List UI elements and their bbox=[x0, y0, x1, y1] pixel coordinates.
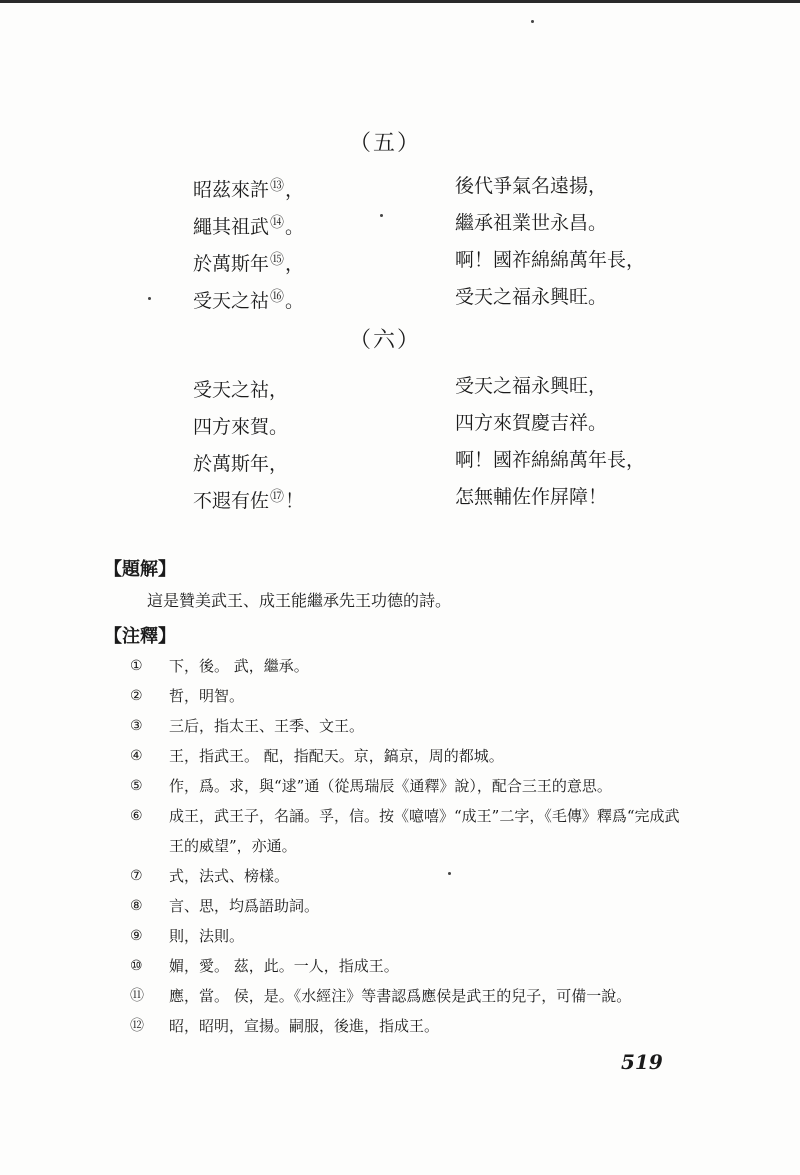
note-text: 式，法式、榜樣。 bbox=[169, 867, 290, 885]
note-item bbox=[130, 981, 690, 1011]
note-text: 媚，愛。 茲，此。一人，指成王。 bbox=[169, 957, 399, 975]
note-item bbox=[130, 711, 690, 741]
note-item bbox=[130, 741, 690, 771]
note-number: ③ bbox=[130, 718, 143, 734]
translation-line: 四方來賀慶吉祥。 bbox=[455, 412, 608, 434]
note-text: 三后，指太王、王季、文王。 bbox=[169, 717, 365, 735]
note-marker: ⑰ bbox=[270, 489, 285, 505]
note-marker: ⑯ bbox=[270, 289, 285, 305]
note-marker: ⑬ bbox=[270, 178, 285, 194]
original-line: 不遐有佐⑰！ bbox=[193, 489, 305, 512]
page-number: 519 bbox=[621, 1050, 663, 1074]
note-number: ⑦ bbox=[130, 868, 143, 884]
poem-line bbox=[193, 168, 673, 205]
note-number: ② bbox=[130, 688, 143, 704]
stanza-5 bbox=[193, 168, 673, 316]
translation-line: 後代爭氣名遠揚， bbox=[455, 175, 608, 197]
note-item bbox=[130, 921, 690, 951]
poem-line bbox=[193, 242, 673, 279]
notes-list bbox=[130, 651, 690, 1041]
top-border-rule bbox=[0, 0, 800, 3]
note-number: ⑤ bbox=[130, 778, 143, 794]
note-item bbox=[130, 681, 690, 711]
original-line: 受天之祜， bbox=[193, 379, 289, 401]
note-item bbox=[130, 1011, 690, 1041]
stanza-6 bbox=[193, 368, 673, 516]
note-marker: ⑮ bbox=[270, 252, 285, 268]
translation-line: 受天之福永興旺， bbox=[455, 375, 608, 397]
note-text: 哲，明智。 bbox=[169, 687, 245, 705]
note-item bbox=[130, 771, 690, 801]
note-text: 成王，武王子，名誦。孚，信。按《噫嘻》“成王”二字，《毛傳》釋爲“完成武王的威望”，亦通。 bbox=[169, 807, 680, 855]
note-text: 昭，昭明，宣揚。嗣服，後進，指成王。 bbox=[169, 1017, 440, 1035]
tijie-text: 這是贊美武王、成王能繼承先王功德的詩。 bbox=[147, 591, 452, 610]
poem-line bbox=[193, 405, 673, 442]
note-text: 言、思，均爲語助詞。 bbox=[169, 897, 320, 915]
note-number: ① bbox=[130, 658, 143, 674]
note-text: 作，爲。求，與“逑”通（從馬瑞辰《通釋》說），配合三王的意思。 bbox=[169, 777, 612, 795]
translation-line: 怎無輔佐作屏障！ bbox=[455, 486, 608, 508]
translation-line: 繼承祖業世永昌。 bbox=[455, 212, 608, 234]
note-text: 下，後。 武，繼承。 bbox=[169, 657, 309, 675]
note-item bbox=[130, 951, 690, 981]
note-item bbox=[130, 861, 690, 891]
note-number: ⑨ bbox=[130, 928, 143, 944]
original-line: 繩其祖武⑭。 bbox=[193, 215, 305, 238]
note-item bbox=[130, 891, 690, 921]
poem-line bbox=[193, 279, 673, 316]
note-number: ④ bbox=[130, 748, 143, 764]
note-text: 王，指武王。 配，指配天。京，鎬京，周的都城。 bbox=[169, 747, 504, 765]
poem-line bbox=[193, 442, 673, 479]
note-marker: ⑭ bbox=[270, 215, 285, 231]
stanza-6-title: （六） bbox=[348, 328, 421, 353]
stanza-5-title: （五） bbox=[348, 131, 421, 156]
note-number: ⑥ bbox=[130, 808, 143, 824]
note-item bbox=[130, 651, 690, 681]
original-line: 於萬斯年⑮， bbox=[193, 252, 305, 275]
original-line: 受天之祜⑯。 bbox=[193, 289, 305, 312]
note-text: 則，法則。 bbox=[169, 927, 245, 945]
original-line: 昭茲來許⑬， bbox=[193, 178, 305, 201]
zhushi-heading: 【注釋】 bbox=[104, 626, 176, 647]
tijie-heading: 【題解】 bbox=[104, 559, 176, 580]
scan-speck bbox=[148, 297, 151, 300]
translation-line: 啊！國祚綿綿萬年長， bbox=[455, 449, 646, 471]
poem-line bbox=[193, 479, 673, 516]
translation-line: 啊！國祚綿綿萬年長， bbox=[455, 249, 646, 271]
translation-line: 受天之福永興旺。 bbox=[455, 286, 608, 308]
note-item bbox=[130, 801, 690, 861]
note-number: ⑧ bbox=[130, 898, 143, 914]
original-line: 於萬斯年， bbox=[193, 453, 289, 475]
poem-line bbox=[193, 368, 673, 405]
poem-line bbox=[193, 205, 673, 242]
note-text: 應，當。 侯，是。《水經注》等書認爲應侯是武王的兒子，可備一說。 bbox=[169, 987, 632, 1005]
original-line: 四方來賀。 bbox=[193, 416, 289, 438]
note-number: ⑫ bbox=[130, 1018, 144, 1034]
note-number: ⑪ bbox=[130, 988, 144, 1004]
note-number: ⑩ bbox=[130, 958, 143, 974]
scan-speck bbox=[531, 20, 534, 23]
